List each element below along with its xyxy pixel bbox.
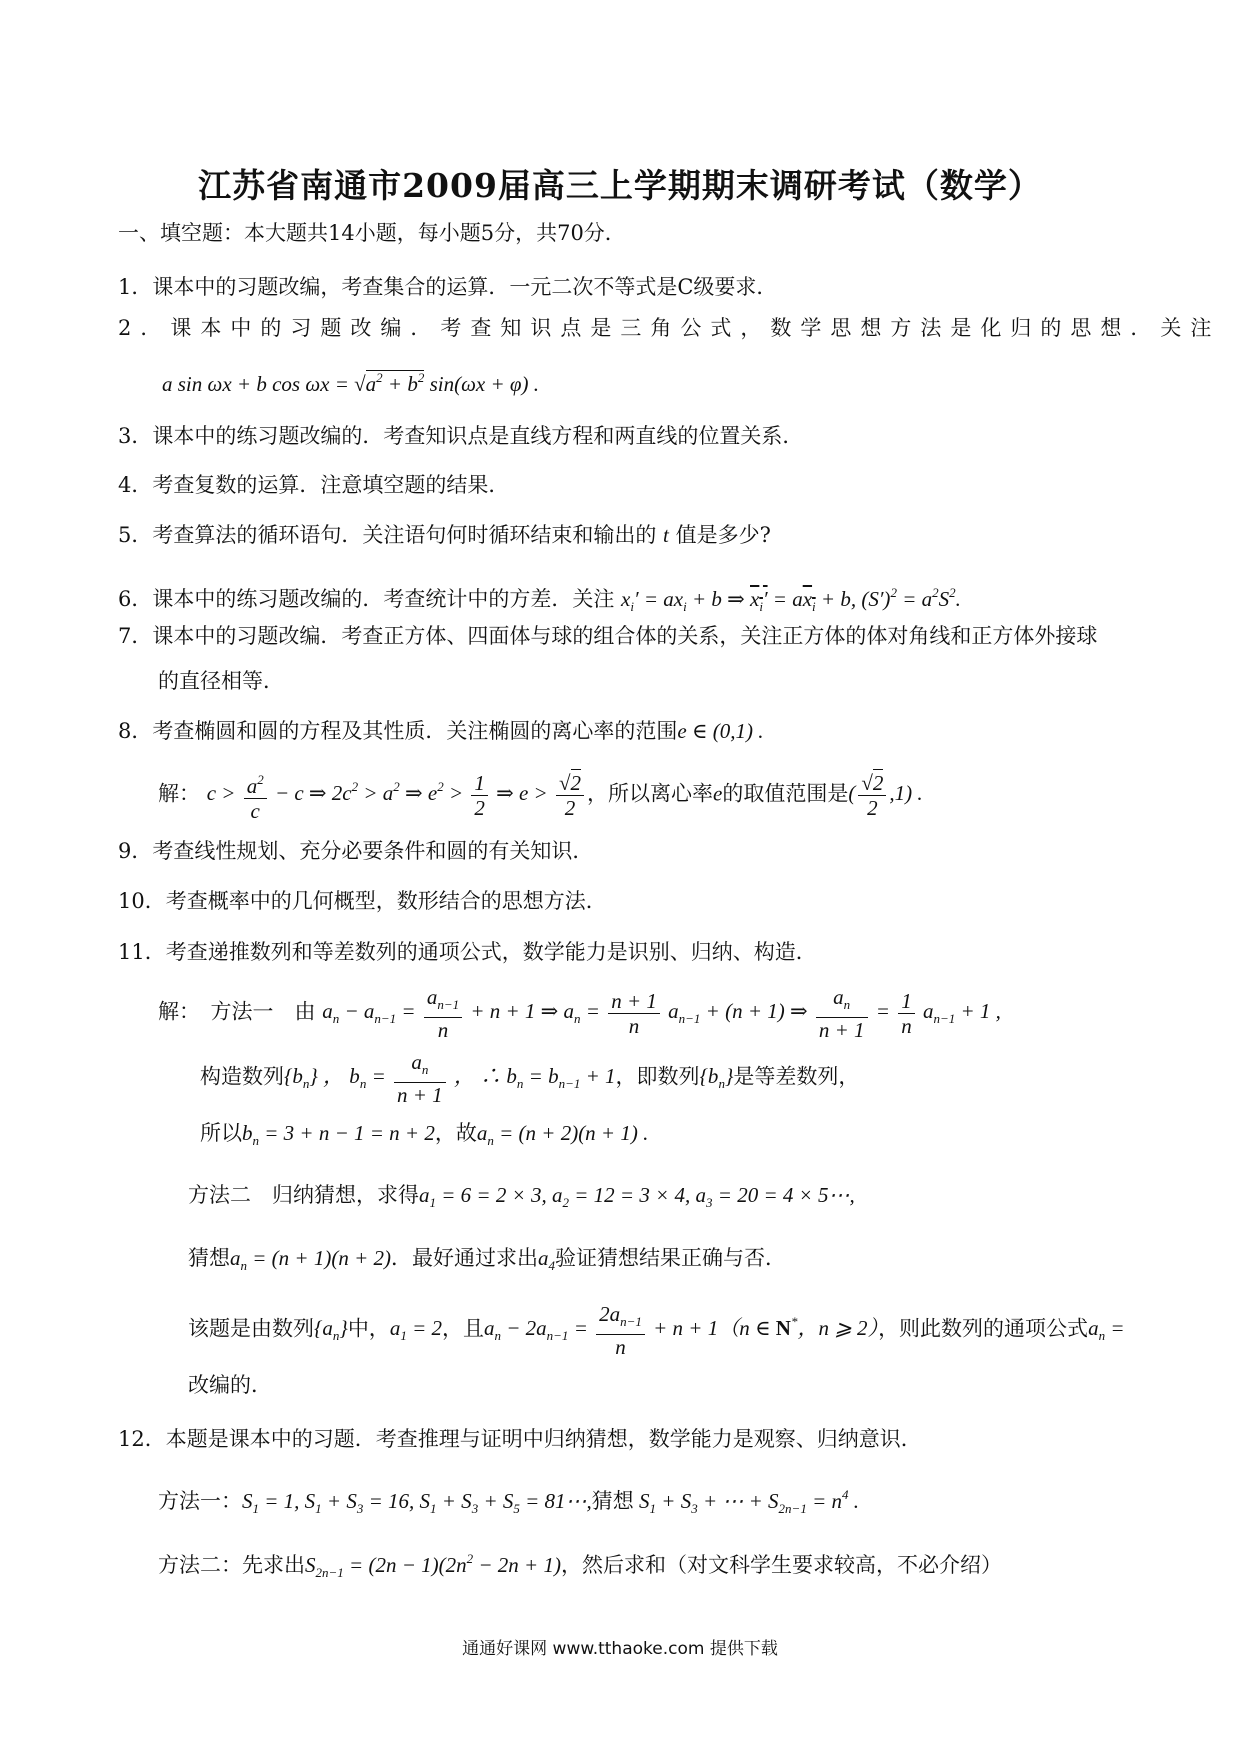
item-11-so-formula: $b_n = 3 + n - 1 = n + 2$ (242, 1121, 435, 1148)
item-12-method-2-tail: ，然后求和（对文科学生要求较高，不必介绍） (560, 1553, 1002, 1577)
item-11-guess-text-2: ．最好通过求出 (391, 1246, 538, 1270)
item-11-construct-text-2: ，即数列 (615, 1064, 700, 1089)
section-heading: 一、填空题：本大题共14小题，每小题5分，共70分． (118, 221, 626, 245)
item-8-e: e (713, 781, 723, 806)
item-11-construct-text: 构造数列 (200, 1064, 284, 1089)
item-11-origin-text-3: ，且 (441, 1316, 484, 1341)
item-11-origin-an: $a_n$ = (1088, 1316, 1125, 1344)
item-11-construct-seq: $\{b_n\}$ (699, 1064, 734, 1092)
item-8-solution-text-2: 的取值范围是 (722, 781, 849, 806)
item-11-guess-text-3: 验证猜想结果正确与否． (555, 1246, 786, 1270)
item-12-method-1-result: $S_1 + S_3$ + ⋯ + $S_{2n-1} = n^4$ . (633, 1487, 859, 1516)
item-11-guess-a4: $a_4$ (538, 1246, 555, 1273)
item-10: 10．考查概率中的几何概型，数形结合的思想方法． (118, 889, 607, 913)
item-11-origin-a1: $a_1 = 2$ (389, 1316, 442, 1344)
item-3: 3．课本中的练习题改编的．考查知识点是直线方程和两直线的位置关系． (118, 424, 804, 448)
item-11-construct-text-3: 是等差数列， (733, 1064, 860, 1089)
item-2: 2．课本中的习题改编．考查知识点是三角公式，数学思想方法是化归的思想．关注 (118, 316, 1221, 340)
item-6-text: 6．课本中的练习题改编的．考查统计中的方差．关注 (118, 587, 622, 611)
item-11-so (200, 1118, 648, 1156)
item-5-text-a: 5．考查算法的循环语句．关注语句何时循环结束和输出的 (118, 523, 664, 547)
item-4: 4．考查复数的运算．注意填空题的结果． (118, 473, 510, 497)
item-12-method-2-label: 方法二：先求出 (158, 1553, 305, 1577)
footer-credit: 通通好课网 www.tthaoke.com 提供下载 (462, 1639, 778, 1659)
page-title: 江苏省南通市2009届高三上学期期末调研考试（数学） (198, 166, 1042, 205)
item-11-method-1-label: 解： 方法一 由 (158, 999, 316, 1024)
item-11-origin-seq: $\{a_n\}$ (314, 1316, 348, 1344)
item-11-so-text-2: ，故 (434, 1121, 477, 1145)
item-8-solution-label: 解： (158, 781, 200, 806)
item-11-origin-text-2: 中， (347, 1316, 390, 1341)
item-7-line-2: 的直径相等． (158, 669, 284, 693)
item-11-method-2-formula: $a_1 = 6 = 2 \times 3$, $a_2 = 12 = 3 \times 4$, $a_3 = 20 = 4$ × 5⋯, (419, 1183, 855, 1210)
item-2-formula: a sin ωx + b $\cos \omega x = √a^2 + b^2$ sin(ωx + φ) . (162, 370, 540, 396)
item-11-guess-formula: $a_n = (n + 1)(n + 2)$ (230, 1246, 391, 1273)
item-8-solution (158, 768, 923, 823)
item-11-so-result: $a_n = (n + 2)(n + 1)$ . (476, 1121, 649, 1148)
item-11-guess (188, 1243, 786, 1281)
item-9: 9．考查线性规划、充分必要条件和圆的有关知识． (118, 839, 594, 863)
item-12-method-1 (158, 1480, 859, 1524)
item-11: 11．考查递推数列和等差数列的通项公式，数学能力是识别、归纳、构造． (118, 940, 817, 964)
item-6 (118, 578, 961, 622)
item-11-method-2 (188, 1180, 855, 1218)
item-8-range: ( $\frac{√2}{2}$ ,1) . (848, 771, 923, 820)
item-8-text: 8．考查椭圆和圆的方程及其性质．关注椭圆的离心率的范围 (118, 719, 678, 743)
item-8-formula: e ∈ (0,1) . (677, 719, 764, 743)
item-11-construct-formula: $\{b_n\}$ ， $b_n$ = $\frac{a_n}{n + 1}$ ， ∴ $b_n = b_{n-1} + 1$ (284, 1050, 616, 1107)
item-8 (118, 716, 763, 746)
item-11-guess-text: 猜想 (188, 1246, 230, 1270)
item-11-origin-text-4: ，则此数列的通项公式 (878, 1316, 1089, 1341)
item-12-method-1-label: 方法一： (158, 1489, 242, 1513)
item-11-so-text: 所以 (200, 1121, 242, 1145)
item-11-origin-text-1: 该题是由数列 (188, 1316, 314, 1341)
item-11-origin-formula: $a_n - 2a_{n-1}$ = $\frac{2a_{n-1}}{n}$ + n + 1（n ∈ N*，n ⩾ 2） (483, 1302, 879, 1359)
item-11-construct (200, 1050, 859, 1107)
item-5-text-b: 值是多少? (668, 523, 771, 547)
item-5 (118, 520, 771, 550)
item-12-method-2 (158, 1544, 1002, 1588)
item-7-line-1: 7．课本中的习题改编．考查正方体、四面体与球的组合体的关系，关注正方体的体对角线和正方体外接球 (118, 624, 1098, 648)
item-1: 1．课本中的习题改编，考查集合的运算．一元二次不等式是C级要求． (118, 275, 778, 299)
item-8-solution-text: ，所以离心率 (587, 781, 713, 806)
item-5-var: t (663, 523, 669, 547)
item-11-method-1 (158, 985, 1001, 1042)
item-6-formula: $x_i' = ax_i + b$ ⇒ $x_i' = ax_i + b$, $(S')^2 = a^2S^2$. (621, 585, 961, 614)
item-11-method-2-label: 方法二 归纳猜想，求得 (188, 1183, 419, 1207)
item-12: 12．本题是课本中的习题．考查推理与证明中归纳猜想，数学能力是观察、归纳意识． (118, 1427, 922, 1451)
item-12-method-1-formula: $S_1 = 1$, $S_1 + S_3 = 16$, $S_1 + S_3 + S_5$ = 81⋯, (242, 1489, 592, 1516)
item-12-method-2-formula: $S_{2n-1} = (2n - 1)(2n^2 - 2n + 1)$ (305, 1551, 561, 1580)
item-11-origin (188, 1302, 1124, 1359)
item-12-method-1-guess: 猜想 (591, 1489, 634, 1513)
item-11-origin-end: 改编的． (188, 1373, 272, 1397)
item-11-method-1-formula: $a_n - a_{n-1}$ = $\frac{a_{n-1}}{n}$ + n + 1 ⇒ $a_n$ = $\frac{n + 1}{n}$ $a_{n-1} + (n + 1)$ ⇒ $\frac{a_n}{n + 1}$ = $\frac{1}{n}$ $a_{n-1} + 1$ , (322, 985, 1001, 1042)
item-8-solution-formula: c > $\frac{a^2}{c}$ − c ⇒ $2c^2 > a^2$ ⇒ $e^2$ > $\frac{1}{2}$ ⇒ e > $\frac{√2}{2}$ (207, 781, 587, 805)
